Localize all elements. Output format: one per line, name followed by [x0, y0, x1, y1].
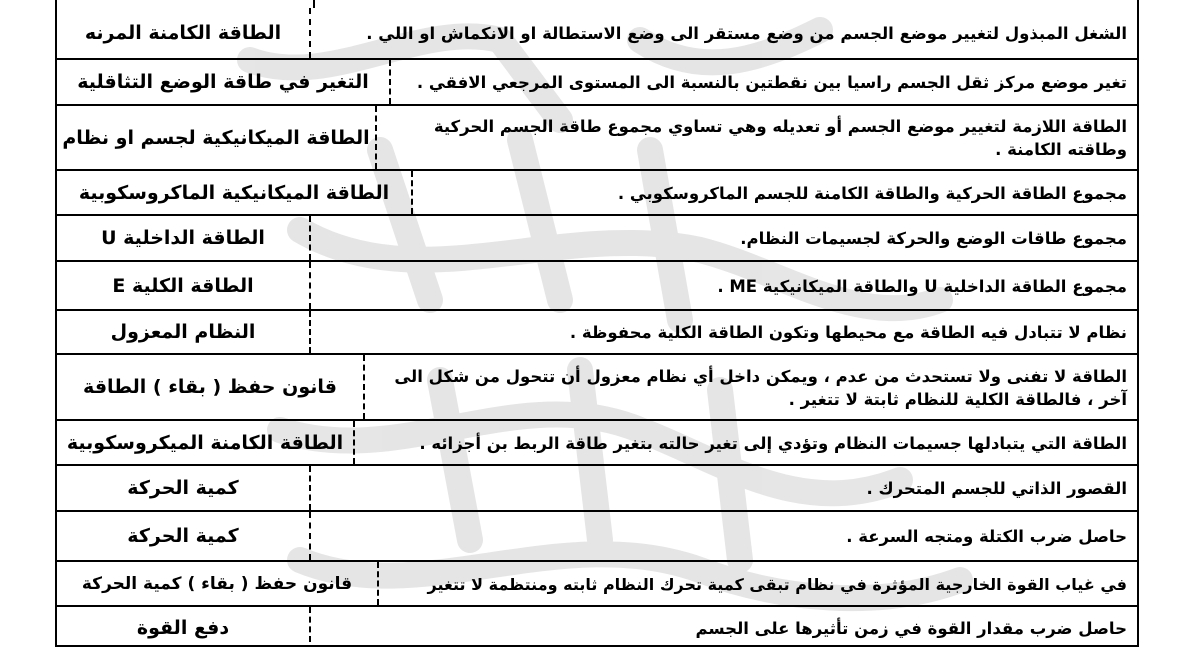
- row-definition: في غياب القوة الخارجية المؤثرة في نظام تبقى كمية تحرك النظام ثابته ومنتظمة لا تتغير: [377, 562, 1137, 605]
- row-term: الطاقة الميكانيكية الماكروسكوبية: [78, 181, 390, 204]
- row-definition: حاصل ضرب مقدار القوة في زمن تأثيرها على الجسم: [309, 607, 1137, 642]
- table-row: [55, 8, 1139, 60]
- row-term: كمية الحركة: [127, 477, 239, 499]
- row-term: الطاقة الكامنة المرنه: [84, 22, 282, 44]
- row-definition: مجموع طاقات الوضع والحركة لجسيمات النظام.: [309, 216, 1137, 260]
- row-term: الطاقة الميكانيكية لجسم او نظام: [62, 126, 370, 149]
- table-row: [55, 607, 1139, 647]
- row-definition: مجموع الطاقة الداخلية U والطاقة الميكانيكية ME .: [309, 262, 1137, 309]
- table-row: [55, 512, 1139, 562]
- table-row: [55, 262, 1139, 311]
- row-definition: الطاقة اللازمة لتغيير موضع الجسم أو تعديله وهي تساوي مجموع طاقة الجسم الحركية وطاقته الكامنة .: [375, 106, 1137, 169]
- table-row: [55, 562, 1139, 607]
- row-term: الطاقة الكامنة الميكروسكوبية: [66, 431, 344, 454]
- row-term: التغير في طاقة الوضع التثاقلية: [77, 71, 369, 93]
- definitions-table: [55, 0, 1145, 639]
- table-row: [55, 355, 1139, 421]
- table-row: [55, 421, 1139, 466]
- table-row: [55, 171, 1139, 216]
- row-definition: الطاقة التي يتبادلها جسيمات النظام وتؤدي إلى تغير حالته بتغير طاقة الربط بن أجزائه .: [353, 421, 1137, 464]
- table-row: [55, 106, 1139, 171]
- table-row: [55, 311, 1139, 355]
- table-row: [55, 466, 1139, 512]
- row-term: كمية الحركة: [127, 525, 239, 547]
- row-term: دفع القوة: [136, 617, 230, 639]
- row-term: قانون حفظ ( بقاء ) كمية الحركة: [81, 573, 353, 594]
- row-definition: حاصل ضرب الكتلة ومتجه السرعة .: [309, 512, 1137, 560]
- row-term: الطاقة الكلية E: [112, 274, 254, 297]
- row-definition: الطاقة لا تفنى ولا تستحدث من عدم ، ويمكن داخل أي نظام معزول أن تتحول من شكل الى آخر ، فالطاقة الكلية للنظام ثابتة لا تتغير .: [363, 355, 1137, 419]
- row-term: الطاقة الداخلية U: [101, 227, 265, 249]
- table-row: [55, 60, 1139, 106]
- row-definition: القصور الذاتي للجسم المتحرك .: [309, 466, 1137, 510]
- table-row: [55, 216, 1139, 262]
- row-definition: تغير موضع مركز ثقل الجسم راسيا بين نقطتين بالنسبة الى المستوى المرجعي الافقي .: [389, 60, 1137, 104]
- row-definition: مجموع الطاقة الحركية والطاقة الكامنة للجسم الماكروسكوبي .: [411, 171, 1137, 214]
- row-term: قانون حفظ ( بقاء ) الطاقة: [83, 376, 337, 398]
- row-term: النظام المعزول: [110, 321, 256, 343]
- row-definition: نظام لا تتبادل فيه الطاقة مع محيطها وتكون الطاقة الكلية محفوظة .: [309, 311, 1137, 353]
- row-definition: الشغل المبذول لتغيير موضع الجسم من وضع مستقر الى وضع الاستطالة او الانكماش او اللي .: [309, 8, 1137, 58]
